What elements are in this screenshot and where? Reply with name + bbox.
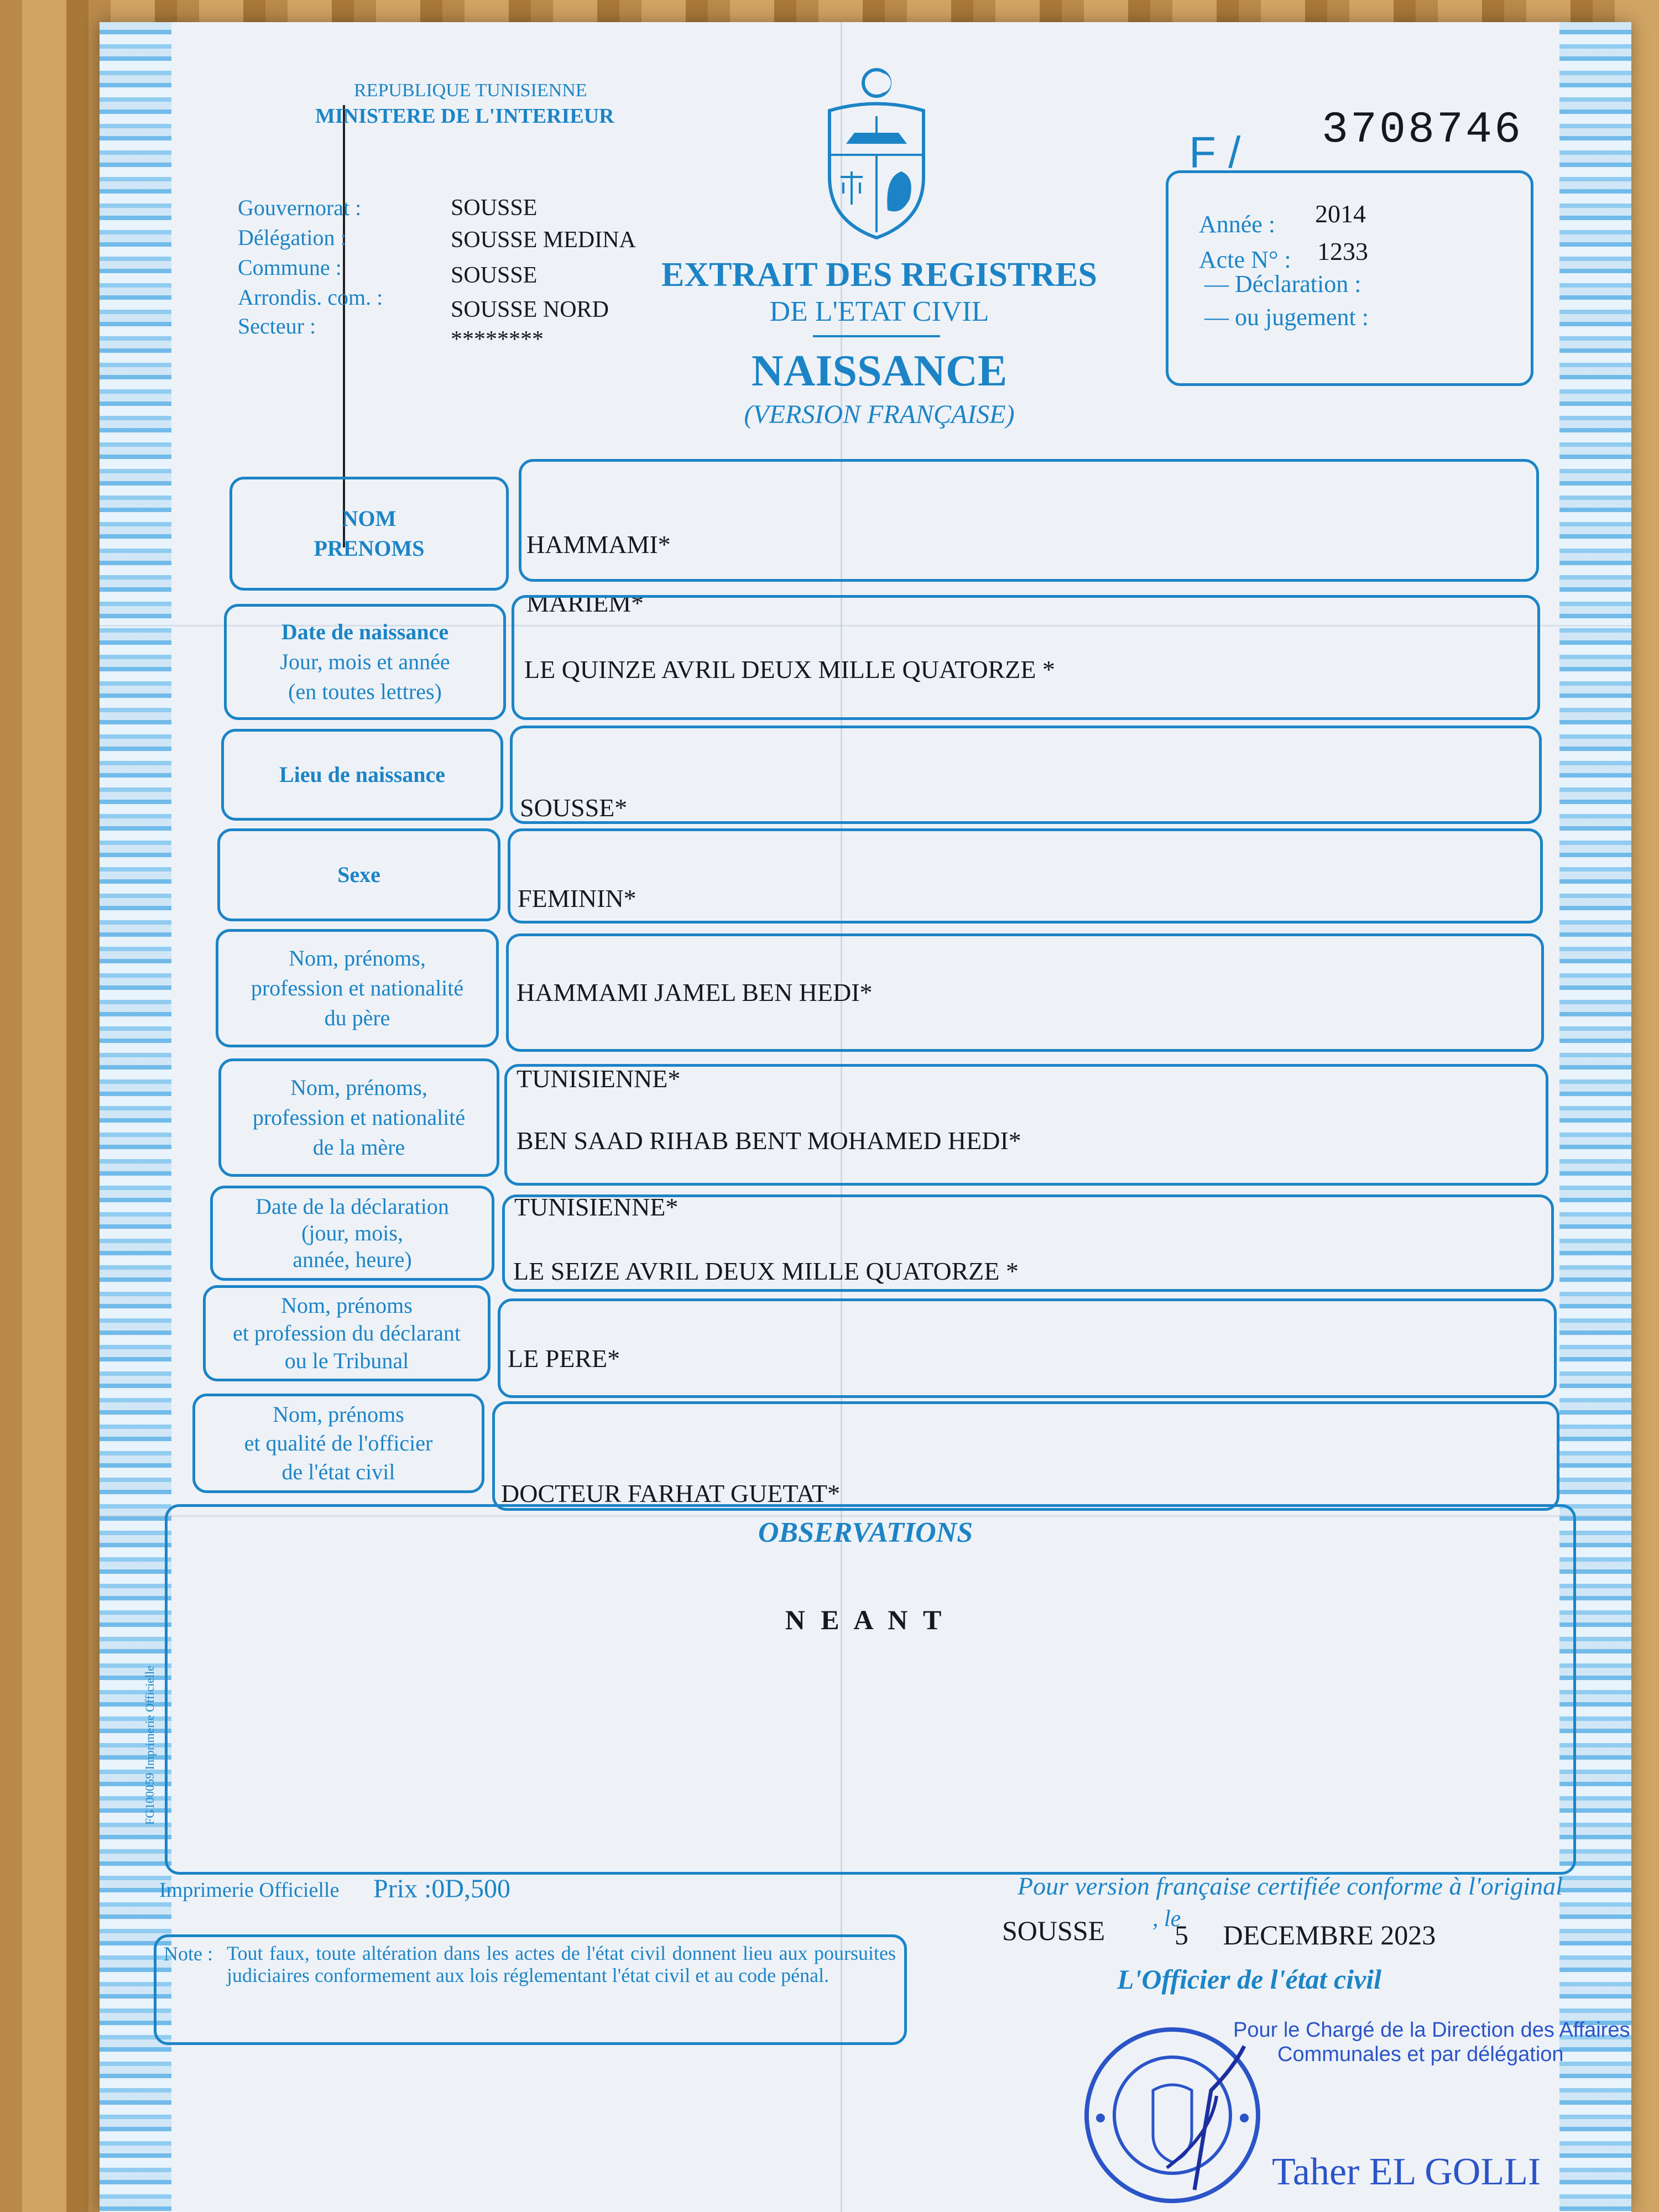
title-etat-civil: DE L'ETAT CIVIL: [769, 296, 989, 327]
arrondis-label: Arrondis. com. :: [238, 285, 383, 310]
mere-nationalite: TUNISIENNE*: [514, 1193, 679, 1221]
lieu-value: SOUSSE*: [520, 794, 628, 822]
date-naissance-label: [224, 604, 506, 720]
arrondis-value: SOUSSE NORD: [451, 297, 609, 322]
printer-label: Imprimerie Officielle: [159, 1879, 340, 1902]
price-label: Prix :0D,500: [373, 1874, 511, 1903]
secteur-value: ********: [451, 327, 544, 352]
observations-text: N E A N T: [785, 1604, 946, 1635]
prenom-value: MARIEM*: [526, 589, 644, 617]
delegation-line1: Pour le Chargé de la Direction des Affaires: [1233, 2018, 1630, 2042]
date-label-line1: Date de naissance: [281, 619, 449, 644]
acte-value: 1233: [1317, 237, 1368, 265]
decl-label-line3: année, heure): [293, 1247, 412, 1272]
date-label-line2: Jour, mois et année: [280, 649, 450, 674]
commune-value: SOUSSE: [451, 263, 538, 288]
secteur-label: Secteur :: [238, 314, 316, 338]
gouvernorat-label: Gouvernorat :: [238, 195, 362, 220]
declarant-label-line1: Nom, prénoms: [281, 1293, 413, 1318]
lieu-label-text: Lieu de naissance: [279, 762, 446, 787]
annee-value: 2014: [1315, 200, 1366, 228]
pere-label-line1: Nom, prénoms,: [289, 946, 426, 971]
title-underline: [813, 335, 940, 337]
gouvernorat-value: SOUSSE: [451, 195, 538, 221]
mere-label-line1: Nom, prénoms,: [290, 1075, 427, 1100]
declaration-date-value: LE SEIZE AVRIL DEUX MILLE QUATORZE *: [513, 1257, 1019, 1285]
mere-label: [218, 1058, 499, 1177]
jugement-label: — ou jugement :: [1204, 304, 1369, 331]
pere-label-line2: profession et nationalité: [251, 975, 464, 1000]
note-label: Note :: [164, 1943, 213, 1965]
observations-title: OBSERVATIONS: [758, 1517, 973, 1548]
declarant-label-line2: et profession du déclarant: [232, 1321, 461, 1345]
sexe-value-box: [508, 828, 1543, 924]
official-stamp-icon: [1078, 2024, 1266, 2206]
nom-value-box: [519, 459, 1539, 582]
pere-label: [216, 929, 499, 1047]
decl-label-line1: Date de la déclaration: [255, 1194, 449, 1219]
declarant-label: [203, 1285, 491, 1381]
republic-label: REPUBLIQUE TUNISIENNE: [354, 80, 587, 101]
declarant-value: LE PERE*: [508, 1344, 620, 1373]
observations-box: [165, 1504, 1576, 1875]
date-naissance-value: LE QUINZE AVRIL DEUX MILLE QUATORZE *: [524, 655, 1055, 684]
title-naissance: NAISSANCE: [751, 347, 1008, 395]
declaration-date-label: [210, 1186, 494, 1281]
nom-label-text: NOM: [342, 506, 397, 531]
serial-prefix: F /: [1189, 128, 1241, 177]
mere-value: BEN SAAD RIHAB BENT MOHAMED HEDI*: [517, 1126, 1021, 1155]
date-value: 5 DECEMBRE 2023: [1175, 1919, 1436, 1950]
coat-of-arms-icon: [818, 66, 935, 243]
mere-value-box: [504, 1064, 1548, 1186]
pere-label-line3: du père: [324, 1005, 390, 1030]
annee-label: Année :: [1199, 211, 1276, 238]
officier-label-line3: de l'état civil: [281, 1459, 395, 1484]
side-printer-code: FG100059 Imprimerie Officielle: [143, 1666, 156, 1825]
declarant-value-box: [498, 1298, 1557, 1398]
pere-value: HAMMAMI JAMEL BEN HEDI*: [517, 978, 873, 1006]
delegation-line2: Communales et par délégation: [1277, 2043, 1564, 2066]
serial-number: 3708746: [1322, 105, 1524, 155]
delegation-label: Délégation :: [238, 225, 347, 250]
declaration-label: — Déclaration :: [1204, 270, 1361, 298]
prenoms-label-text: PRENOMS: [314, 536, 425, 561]
officier-label-line1: Nom, prénoms: [273, 1402, 404, 1427]
ministry-label: MINISTERE DE L'INTERIEUR: [315, 105, 614, 128]
officier-label: [192, 1394, 484, 1493]
nom-value: HAMMAMI*: [526, 530, 671, 559]
delegation-value: SOUSSE MEDINA: [451, 227, 636, 253]
place-value: SOUSSE: [1002, 1915, 1105, 1946]
officer-title: L'Officier de l'état civil: [1117, 1964, 1382, 1995]
date-label-line3: (en toutes lettres): [288, 679, 442, 704]
note-text: Tout faux, toute altération dans les actes de l'état civil donnent lieu aux poursuites judiciaires conformement aux lois réglementant l'état civil et au code pénal.: [227, 1942, 896, 1986]
commune-label: Commune :: [238, 255, 342, 280]
officier-label-line2: et qualité de l'officier: [244, 1431, 433, 1455]
pere-nationalite: TUNISIENNE*: [517, 1065, 681, 1093]
sexe-label: [217, 828, 500, 921]
title-extrait: EXTRAIT DES REGISTRES: [661, 256, 1097, 294]
sexe-label-text: Sexe: [337, 862, 380, 887]
officier-value: DOCTEUR FARHAT GUETAT*: [501, 1479, 841, 1507]
title-version: (VERSION FRANÇAISE): [744, 400, 1015, 429]
right-decorative-border: [1559, 22, 1631, 2212]
acte-label: Acte N° :: [1199, 246, 1291, 273]
mere-label-line2: profession et nationalité: [252, 1105, 466, 1130]
lieu-label: [221, 729, 503, 821]
sexe-value: FEMININ*: [518, 884, 637, 912]
mere-label-line3: de la mère: [312, 1135, 405, 1160]
signatory-name: Taher EL GOLLI: [1272, 2151, 1541, 2193]
certified-label: Pour version française certifiée conforme à l'original: [1018, 1872, 1563, 1900]
nom-label: [229, 477, 509, 591]
declarant-label-line3: ou le Tribunal: [284, 1348, 409, 1373]
lieu-value-box: [510, 726, 1542, 824]
le-label: , le: [1152, 1906, 1181, 1932]
decl-label-line2: (jour, mois,: [301, 1220, 403, 1245]
